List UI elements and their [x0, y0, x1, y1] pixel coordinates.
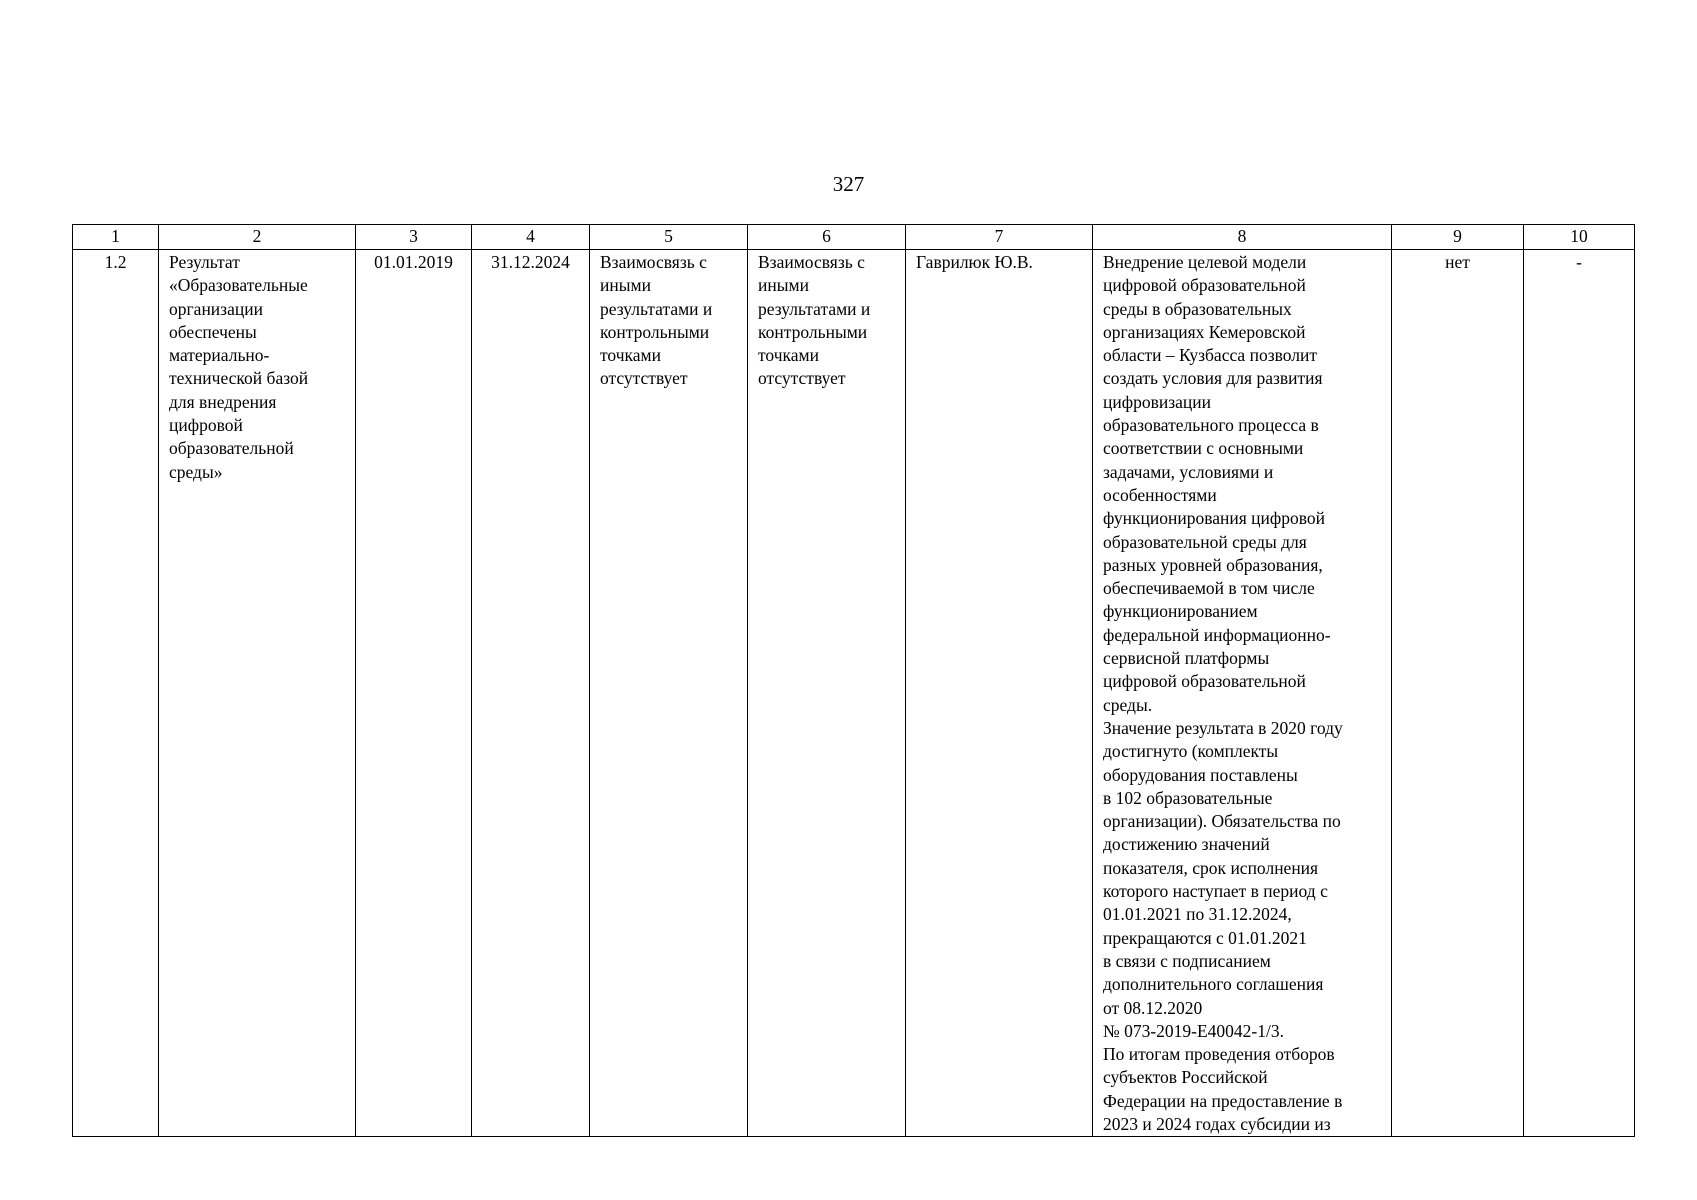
row-number-cell — [73, 250, 159, 1137]
description-cell — [1093, 250, 1392, 1137]
relation-cell-2 — [748, 250, 906, 1137]
header-cell-10: 10 — [1524, 225, 1635, 250]
header-cell-3: 3 — [356, 225, 472, 250]
result-cell — [159, 250, 356, 1137]
relation-text-2: Взаимосвязь с иными результатами и контрольными точками отсутствует — [758, 252, 871, 389]
relation-cell-1 — [590, 250, 748, 1137]
header-cell-1: 1 — [73, 225, 159, 250]
table-row — [73, 250, 1635, 1137]
header-row — [73, 225, 1635, 250]
header-cell-5: 5 — [590, 225, 748, 250]
header-cell-6: 6 — [748, 225, 906, 250]
result-text: Результат «Образовательные организации обеспечены материально- технической базой для внедрения цифровой образовательной среды» — [169, 252, 309, 482]
header-cell-8: 8 — [1093, 225, 1392, 250]
end-date-cell — [472, 250, 590, 1137]
start-date-cell — [356, 250, 472, 1137]
responsible-cell — [906, 250, 1093, 1137]
description-text: Внедрение целевой модели цифровой образовательной среды в образовательных организациях Кемеровской области – Кузбасса позволит создать условия для развития цифровизации образовательного процесса в соответствии с основными задачами, условиями и особенностями функционирования цифровой образовательной среды для разных уровней образования, обеспечиваемой в том числе функционированием федеральной информационно- сервисной платформы цифровой образовательной среды. Значение результата в 2020 году достигнуто (комплекты оборудования поставлены в 102 образовательные организации). Обязательства по достижению значений показателя, срок исполнения которого наступает в период с 01.01.2021 по 31.12.2024, прекращаются с 01.01.2021 в связи с подписанием дополнительного соглашения от 08.12.2020 № 073-2019-Е40042-1/3. По итогам проведения отборов субъектов Российской Федерации на предоставление в 2023 и 2024 годах субсидии из — [1103, 252, 1343, 1134]
responsible-name: Гаврилюк Ю.В. — [916, 252, 1033, 272]
header-cell-2: 2 — [159, 225, 356, 250]
col10-value: - — [1576, 252, 1582, 272]
row-number: 1.2 — [104, 252, 127, 272]
start-date: 01.01.2019 — [374, 252, 453, 272]
col9-value: нет — [1445, 252, 1470, 272]
document-table — [72, 224, 1635, 1137]
page-number: 327 — [832, 172, 865, 196]
end-date: 31.12.2024 — [491, 252, 570, 272]
col9-cell — [1392, 250, 1524, 1137]
header-cell-4: 4 — [472, 225, 590, 250]
relation-text-1: Взаимосвязь с иными результатами и контрольными точками отсутствует — [600, 252, 713, 389]
header-cell-7: 7 — [906, 225, 1093, 250]
col10-cell — [1524, 250, 1635, 1137]
header-cell-9: 9 — [1392, 225, 1524, 250]
